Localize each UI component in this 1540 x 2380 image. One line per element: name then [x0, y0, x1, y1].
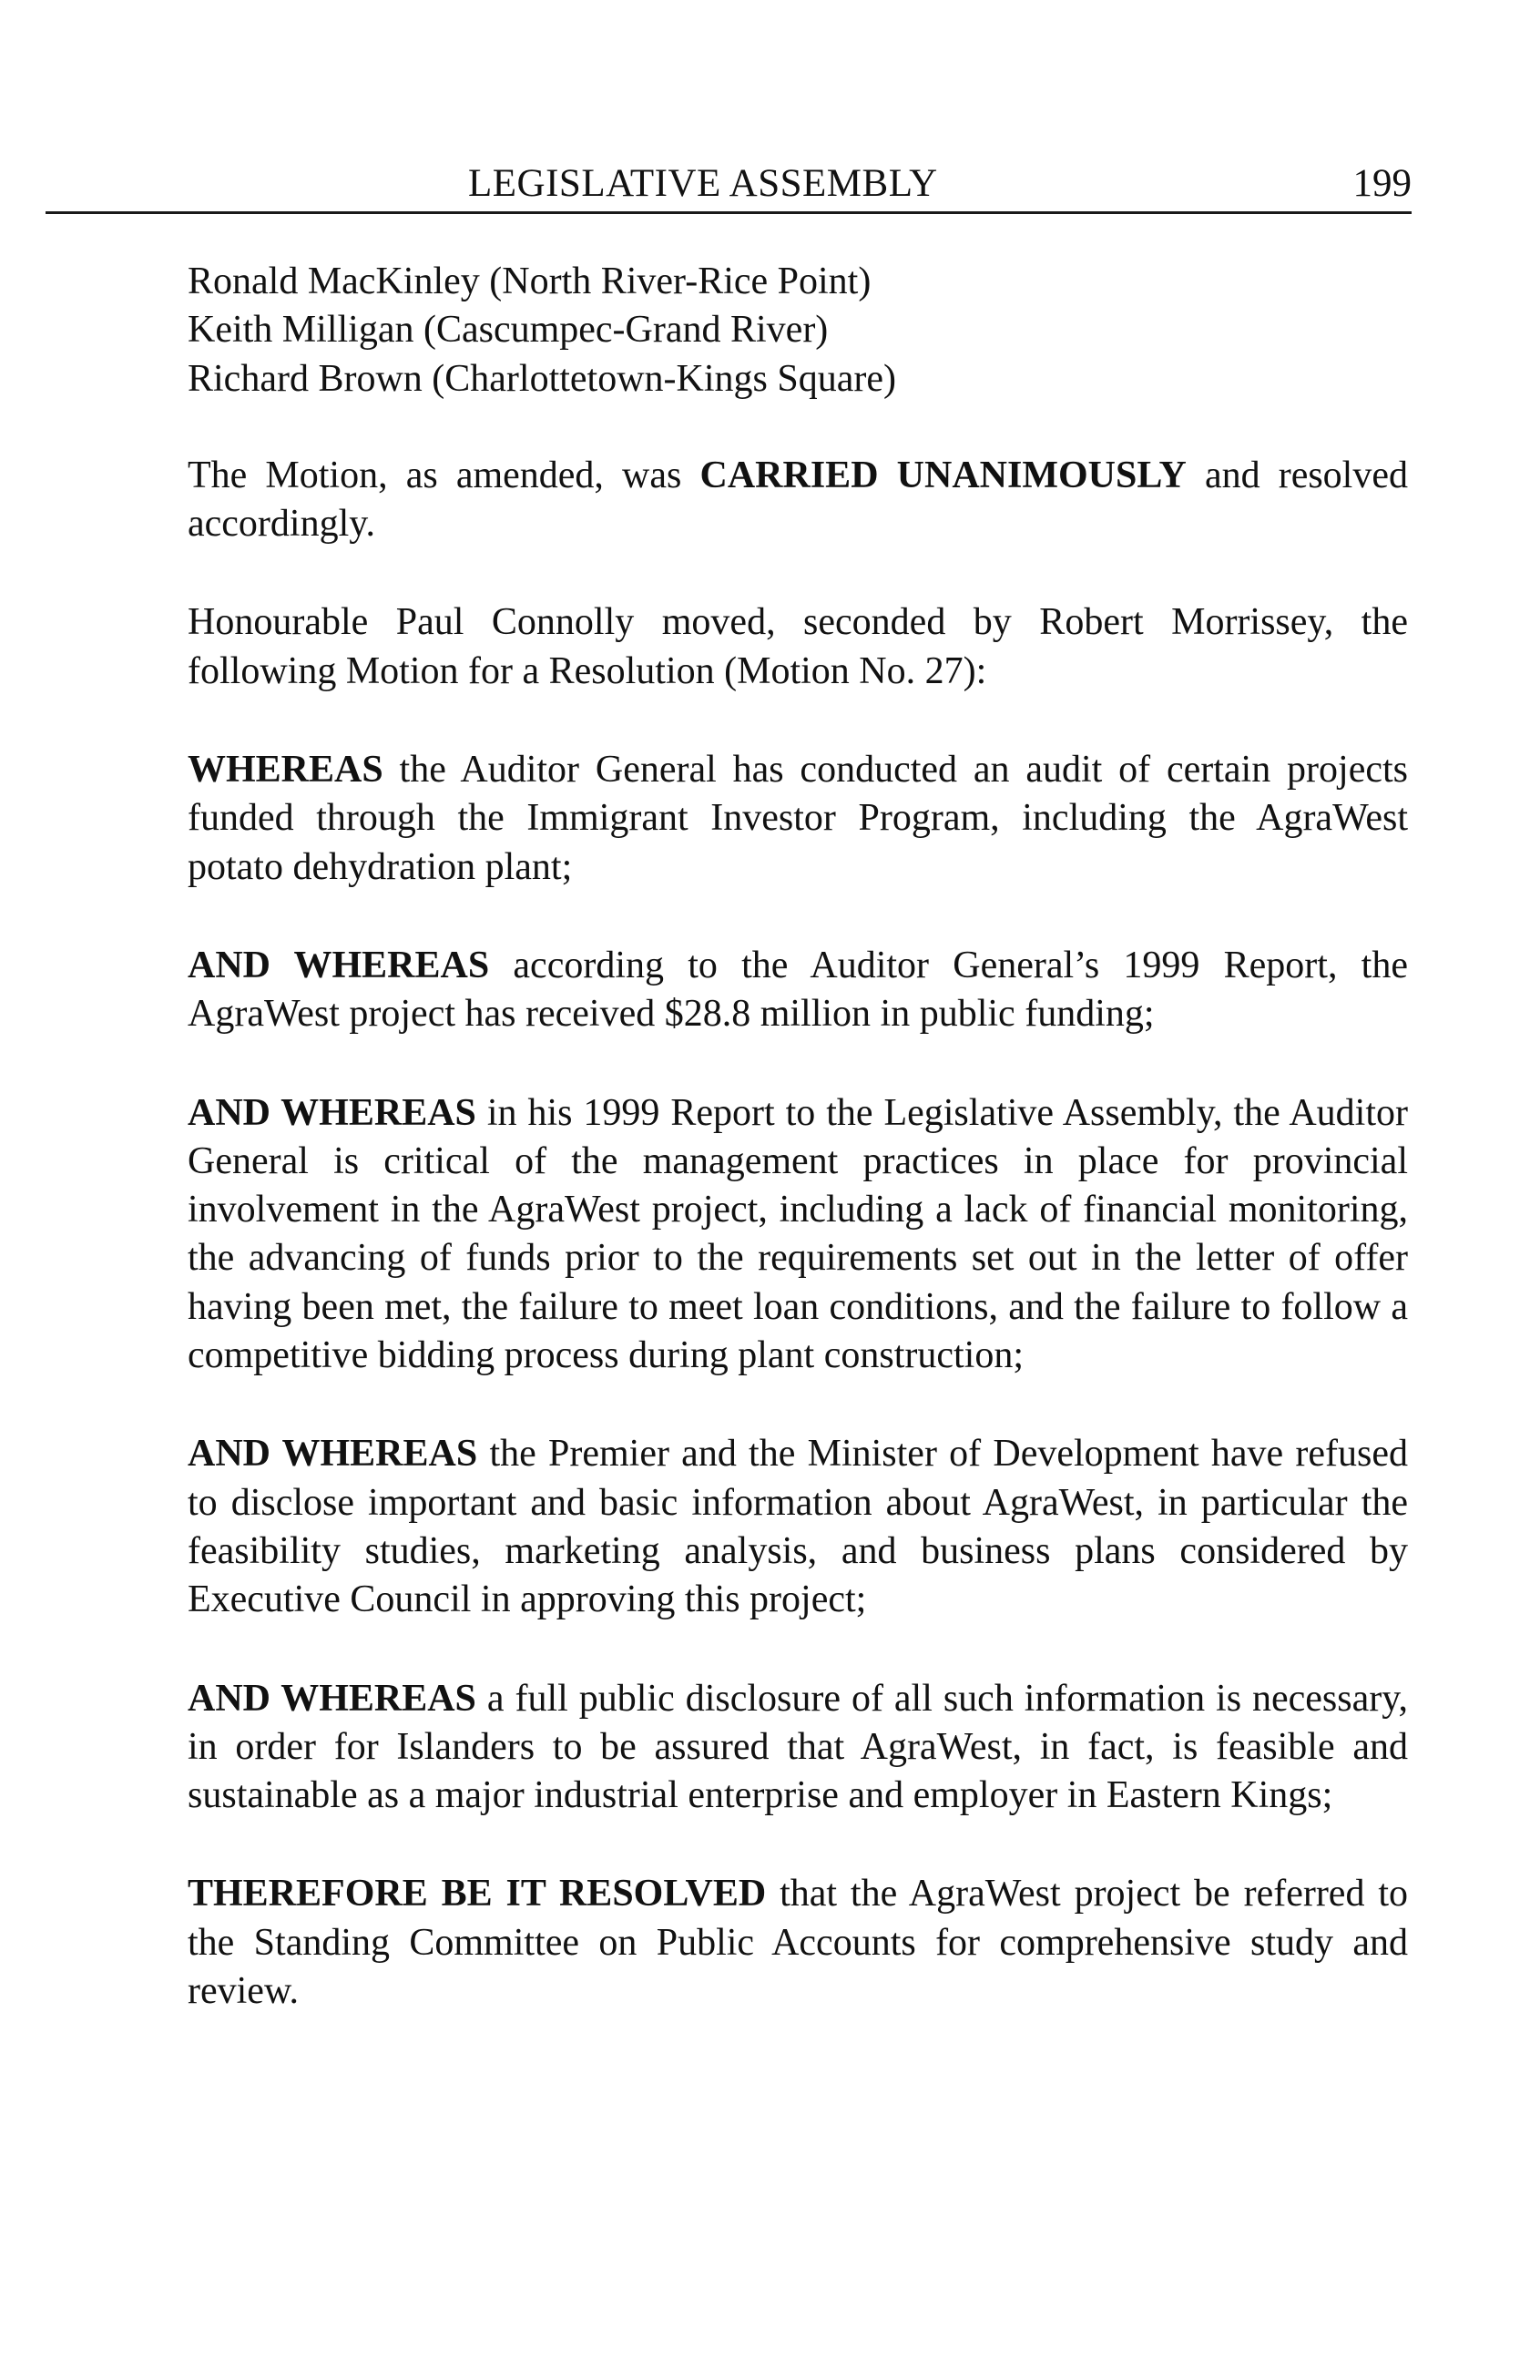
- clause-text: in his 1999 Report to the Legislative Assembly, the Auditor General is critical of the management practices in place for provincial involvement in the AgraWest project, including a lack of financial monitoring, the advancing of funds prior to the requirements set out in the letter of offer having been met, the failure to meet loan conditions, and the failure to follow a competitive bidding process during plant construction;: [188, 1091, 1409, 1377]
- resolution-clause: [188, 1089, 1408, 1381]
- resolution-clause: [188, 942, 1408, 1039]
- clause-lead: THEREFORE BE IT RESOLVED: [188, 1873, 767, 1915]
- page-body: [188, 258, 1408, 2066]
- motion-result-emphasis: CARRIED UNANIMOUSLY: [699, 454, 1187, 496]
- motion-result-text: The Motion, as amended, was: [188, 454, 700, 496]
- page-header: [46, 160, 1412, 214]
- clause-lead: WHEREAS: [188, 749, 383, 792]
- clause-lead: AND WHEREAS: [188, 1433, 478, 1476]
- clause-text: the Auditor General has conducted an audit of certain projects funded through the Immigrant Investor Program, including the AgraWest potato dehydration plant;: [188, 749, 1408, 888]
- running-head: LEGISLATIVE ASSEMBLY: [468, 162, 938, 205]
- clause-text: that the AgraWest project be referred to the Standing Committee on Public Accounts for comprehensive study and review.: [188, 1873, 1408, 2013]
- clause-lead: AND WHEREAS: [188, 1677, 476, 1720]
- page-number: 199: [1352, 162, 1412, 205]
- clause-text: according to the Auditor General’s 1999 Report, the AgraWest project has received $28.8 million in public funding;: [188, 944, 1408, 1036]
- resolution-clause: [188, 1870, 1408, 2016]
- clause-lead: AND WHEREAS: [188, 944, 490, 986]
- clause-lead: AND WHEREAS: [188, 1091, 476, 1134]
- member-name: Keith Milligan (Cascumpec-Grand River): [188, 309, 829, 352]
- member-list: [188, 258, 1408, 403]
- resolution-clause: [188, 1675, 1408, 1821]
- motion-result: [188, 452, 1408, 549]
- motion-intro: Honourable Paul Connolly moved, seconded by Robert Morrissey, the following Motion for a Resolution (Motion No. 27):: [188, 601, 1408, 692]
- motion-result-text-end: and resolved accordingly.: [188, 454, 1408, 546]
- resolution-clause: [188, 1430, 1408, 1624]
- clause-text: a full public disclosure of all such information is necessary, in order for Islanders to be assured that AgraWest, in fact, is feasible and sustainable as a major industrial enterprise and employer in Eastern Kings;: [188, 1677, 1409, 1817]
- clause-text: the Premier and the Minister of Development have refused to disclose important and basic information about AgraWest, in particular the feasibility studies, marketing analysis, and business plans considered by Executive Council in approving this project;: [188, 1433, 1409, 1621]
- resolution-clause: [188, 746, 1408, 892]
- member-name: Richard Brown (Charlottetown-Kings Square): [188, 357, 897, 400]
- member-name: Ronald MacKinley (North River-Rice Point): [188, 260, 872, 302]
